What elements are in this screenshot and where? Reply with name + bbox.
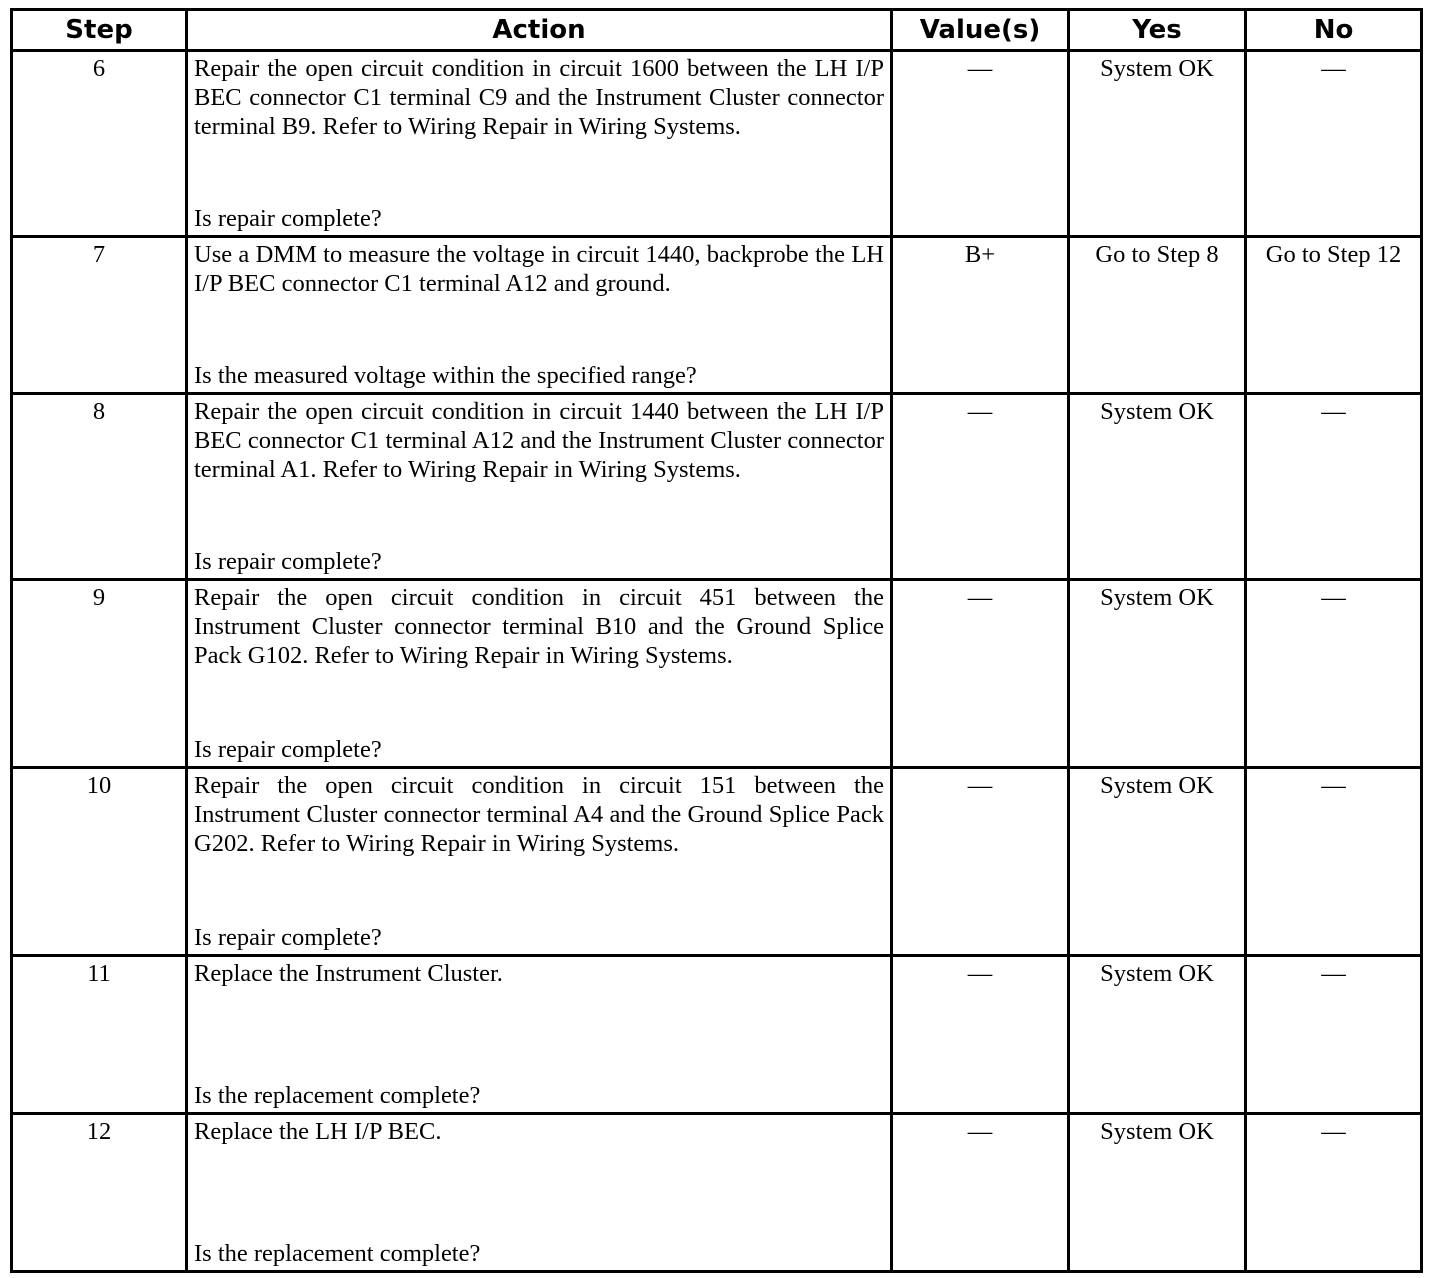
action-text: Use a DMM to measure the voltage in circuit 1440, backprobe the LH I/P BEC connector C1 terminal A12 and ground.: [194, 241, 884, 297]
yes-cell: System OK: [1069, 51, 1246, 237]
action-text: Replace the LH I/P BEC.: [194, 1118, 442, 1145]
table-row: [12, 51, 1422, 237]
step-number: 7: [12, 237, 187, 394]
action-question: Is repair complete?: [194, 205, 382, 232]
header-action: Action: [187, 10, 892, 51]
action-cell: [187, 1114, 892, 1272]
header-values: Value(s): [892, 10, 1069, 51]
value-cell: —: [892, 394, 1069, 580]
action-text: Repair the open circuit condition in circuit 1600 between the LH I/P BEC connector C1 terminal C9 and the Instrument Cluster connector terminal B9. Refer to Wiring Repair in Wiring Systems.: [194, 55, 884, 140]
step-number: 10: [12, 768, 187, 956]
action-text: Repair the open circuit condition in circuit 151 between the Instrument Cluster connector terminal A4 and the Ground Splice Pack G202. Refer to Wiring Repair in Wiring Systems.: [194, 772, 884, 857]
action-text: Replace the Instrument Cluster.: [194, 960, 503, 987]
no-cell: —: [1246, 1114, 1422, 1272]
yes-cell: System OK: [1069, 394, 1246, 580]
action-question: Is the replacement complete?: [194, 1240, 481, 1267]
value-cell: —: [892, 1114, 1069, 1272]
yes-cell: Go to Step 8: [1069, 237, 1246, 394]
table-row: [12, 1114, 1422, 1272]
table-row: [12, 394, 1422, 580]
step-number: 8: [12, 394, 187, 580]
action-question: Is repair complete?: [194, 548, 382, 575]
header-no: No: [1246, 10, 1422, 51]
yes-cell: System OK: [1069, 580, 1246, 768]
no-cell: —: [1246, 580, 1422, 768]
step-number: 11: [12, 956, 187, 1114]
yes-cell: System OK: [1069, 956, 1246, 1114]
action-cell: [187, 956, 892, 1114]
no-cell: —: [1246, 768, 1422, 956]
step-number: 6: [12, 51, 187, 237]
no-cell: —: [1246, 394, 1422, 580]
value-cell: —: [892, 51, 1069, 237]
table-row: [12, 768, 1422, 956]
value-cell: B+: [892, 237, 1069, 394]
action-question: Is repair complete?: [194, 924, 382, 951]
no-cell: —: [1246, 51, 1422, 237]
yes-cell: System OK: [1069, 1114, 1246, 1272]
diagnostic-table: [10, 8, 1423, 1273]
value-cell: —: [892, 768, 1069, 956]
yes-cell: System OK: [1069, 768, 1246, 956]
table-row: [12, 580, 1422, 768]
step-number: 9: [12, 580, 187, 768]
action-question: Is the replacement complete?: [194, 1082, 481, 1109]
action-cell: [187, 768, 892, 956]
no-cell: Go to Step 12: [1246, 237, 1422, 394]
no-cell: —: [1246, 956, 1422, 1114]
diagnostic-page: [10, 8, 1420, 1273]
header-step: Step: [12, 10, 187, 51]
action-cell: [187, 394, 892, 580]
action-text: Repair the open circuit condition in circuit 451 between the Instrument Cluster connector terminal B10 and the Ground Splice Pack G102. Refer to Wiring Repair in Wiring Systems.: [194, 584, 884, 669]
header-row: [12, 10, 1422, 51]
value-cell: —: [892, 956, 1069, 1114]
action-cell: [187, 580, 892, 768]
table-row: [12, 956, 1422, 1114]
action-cell: [187, 51, 892, 237]
step-number: 12: [12, 1114, 187, 1272]
action-text: Repair the open circuit condition in circuit 1440 between the LH I/P BEC connector C1 terminal A12 and the Instrument Cluster connector terminal A1. Refer to Wiring Repair in Wiring Systems.: [194, 398, 884, 483]
value-cell: —: [892, 580, 1069, 768]
action-question: Is repair complete?: [194, 736, 382, 763]
table-row: [12, 237, 1422, 394]
header-yes: Yes: [1069, 10, 1246, 51]
action-cell: [187, 237, 892, 394]
action-question: Is the measured voltage within the specified range?: [194, 362, 697, 389]
